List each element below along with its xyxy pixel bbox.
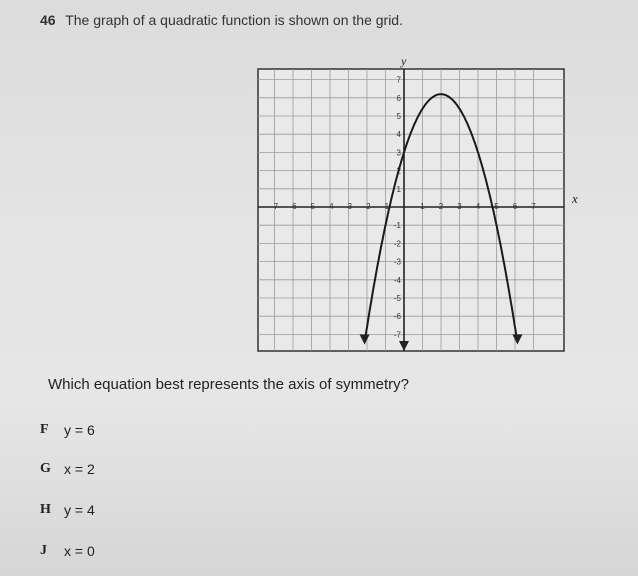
graph-frame <box>258 69 564 351</box>
x-tick-label: -1 <box>381 202 390 211</box>
choice-equation: x = 0 <box>64 543 95 559</box>
y-tick-label: 7 <box>396 75 401 85</box>
choice-j[interactable] <box>40 543 95 559</box>
x-tick-label: 3 <box>457 202 462 211</box>
quadratic-graph <box>256 55 586 353</box>
x-tick-label: -6 <box>289 202 297 211</box>
choice-h[interactable] <box>40 502 95 518</box>
choice-equation: x = 2 <box>64 461 95 477</box>
x-tick-label: 5 <box>494 202 499 211</box>
x-tick-label: 4 <box>475 202 481 211</box>
choice-f[interactable] <box>40 422 95 438</box>
x-tick-label: -7 <box>270 202 279 211</box>
choice-letter: J <box>40 543 47 558</box>
choice-letter: H <box>40 502 51 517</box>
y-tick-label: -7 <box>393 330 401 340</box>
question-text: The graph of a quadratic function is shown on the grid. <box>65 12 403 28</box>
x-tick-label: 7 <box>531 202 536 211</box>
y-tick-label: -3 <box>393 257 401 267</box>
question-number: 46 <box>40 12 56 28</box>
x-tick-label: 6 <box>512 202 518 211</box>
choice-letter: G <box>40 461 51 476</box>
x-tick-label: -2 <box>363 202 371 211</box>
x-tick-label: -4 <box>326 202 334 211</box>
choice-equation: y = 6 <box>64 422 95 438</box>
x-tick-label: -3 <box>344 202 353 211</box>
x-tick-label: 2 <box>438 202 444 211</box>
y-tick-label: 2 <box>396 166 401 176</box>
y-tick-label: -4 <box>393 275 401 285</box>
question-header <box>40 12 403 28</box>
x-tick-label: -5 <box>307 202 316 211</box>
y-tick-label: 3 <box>396 148 401 158</box>
x-tick-label: 1 <box>420 202 425 211</box>
choice-equation: y = 4 <box>64 502 95 518</box>
y-tick-label: -1 <box>393 221 401 231</box>
question-prompt: Which equation best represents the axis of symmetry? <box>48 376 409 393</box>
y-tick-label: 6 <box>396 93 401 103</box>
y-tick-label: 5 <box>396 112 401 121</box>
y-tick-label: -2 <box>393 239 401 249</box>
y-axis-label: y <box>401 55 407 68</box>
graph-canvas <box>256 55 586 353</box>
y-tick-label: 1 <box>396 184 401 194</box>
choice-g[interactable] <box>40 461 95 477</box>
x-axis-label: x <box>572 191 578 206</box>
y-tick-label: -5 <box>393 294 401 303</box>
choice-letter: F <box>40 422 49 437</box>
y-tick-label: -6 <box>393 312 401 322</box>
y-tick-label: 4 <box>396 130 401 140</box>
